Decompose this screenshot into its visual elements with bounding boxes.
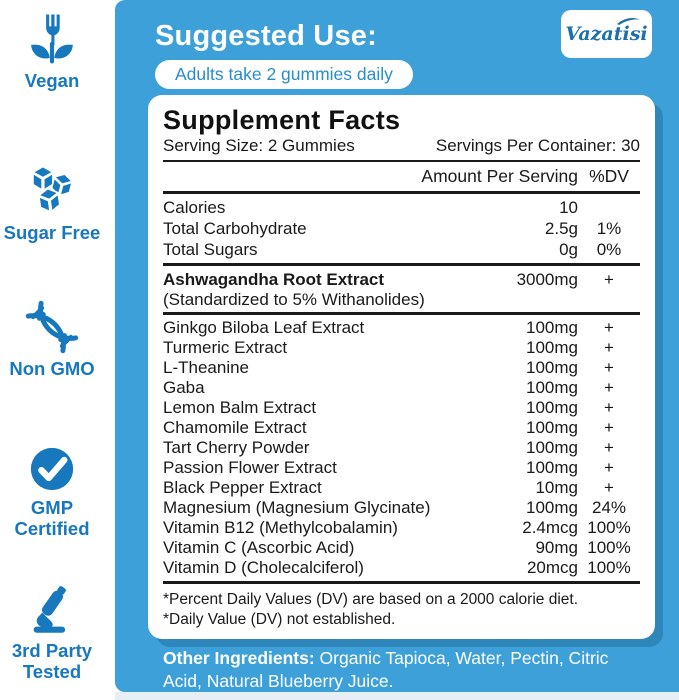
facts-title: Supplement Facts	[163, 105, 401, 135]
table-row	[163, 218, 640, 239]
column-header-row	[163, 164, 640, 188]
row-name: Total Sugars	[163, 240, 258, 259]
separator	[163, 160, 640, 162]
footnote-not-established: *Daily Value (DV) not established.	[163, 610, 396, 628]
table-row	[163, 538, 640, 558]
badge-non-gmo	[0, 298, 104, 379]
row-dv: +	[604, 418, 614, 437]
badge-label-sugar-free: Sugar Free	[3, 222, 101, 243]
table-row	[163, 338, 640, 358]
row-name: Ginkgo Biloba Leaf Extract	[163, 318, 365, 337]
badge-label-vegan: Vegan	[24, 70, 80, 91]
suggested-use-title: Suggested Use:	[155, 20, 377, 52]
table-row	[163, 378, 640, 398]
featured-name-block	[163, 269, 468, 309]
table-row	[163, 318, 640, 338]
row-dv: +	[604, 378, 614, 397]
other-ingredients-label: Other Ingredients:	[163, 648, 315, 668]
row-amount: 100mg	[526, 458, 578, 477]
row-name: Vitamin B12 (Methylcobalamin)	[163, 518, 398, 537]
vegan-icon	[23, 10, 81, 68]
row-amount: 100mg	[526, 498, 578, 517]
nutrient-rows	[163, 197, 640, 260]
badge-label-gmp-certified: GMP Certified	[14, 497, 90, 539]
row-amount: 20mcg	[526, 558, 578, 577]
row-amount: 10mg	[535, 478, 578, 497]
gmp-certified-icon	[26, 443, 78, 495]
badge-label-3rd-party-tested: 3rd Party Tested	[11, 640, 93, 682]
row-name: Vitamin D (Cholecalciferol)	[163, 558, 364, 577]
ingredient-rows	[163, 318, 640, 578]
row-name: Black Pepper Extract	[163, 478, 322, 497]
badge-label-non-gmo: Non GMO	[9, 358, 95, 379]
table-row	[163, 197, 640, 218]
label-panel	[115, 0, 679, 692]
row-amount: 100mg	[526, 378, 578, 397]
badge-vegan	[0, 10, 104, 91]
featured-dv: +	[604, 270, 614, 289]
brand-logo	[561, 10, 652, 58]
row-amount: 100mg	[526, 338, 578, 357]
featured-subtext: (Standardized to 5% Withanolides)	[163, 290, 425, 309]
table-row	[163, 398, 640, 418]
serving-size: Serving Size: 2 Gummies	[163, 136, 355, 155]
row-dv: 100%	[587, 558, 631, 577]
row-dv: 100%	[587, 518, 631, 537]
table-row	[163, 558, 640, 578]
table-row	[163, 498, 640, 518]
row-name: Vitamin C (Ascorbic Acid)	[163, 538, 355, 557]
servings-per-container: Servings Per Container: 30	[435, 136, 640, 155]
row-name: Calories	[163, 198, 226, 217]
row-amount: 100mg	[526, 398, 578, 417]
footnote-dv: *Percent Daily Values (DV) are based on a 2000 calorie diet.	[163, 591, 578, 608]
table-row	[163, 458, 640, 478]
row-dv: 24%	[591, 498, 627, 517]
table-row	[163, 239, 640, 260]
row-amount: 100mg	[526, 318, 578, 337]
row-dv: +	[604, 438, 614, 457]
table-row	[163, 438, 640, 458]
featured-name: Ashwagandha Root Extract	[163, 270, 385, 289]
row-amount: 100mg	[526, 418, 578, 437]
bottom-strip	[115, 692, 679, 700]
row-name: Gaba	[163, 378, 205, 397]
row-dv: 1%	[596, 219, 622, 238]
row-name: Turmeric Extract	[163, 338, 288, 357]
row-name: L-Theanine	[163, 358, 250, 377]
row-name: Magnesium (Magnesium Glycinate)	[163, 498, 431, 517]
row-amount: 100mg	[526, 358, 578, 377]
row-name: Lemon Balm Extract	[163, 398, 317, 417]
separator	[163, 263, 640, 266]
logo-swoosh-icon	[617, 17, 641, 26]
row-amount: 90mg	[535, 538, 578, 557]
row-amount: 100mg	[526, 438, 578, 457]
row-amount: 2.5g	[544, 219, 578, 238]
sugar-free-icon	[23, 162, 81, 220]
brand-logo-text: Vazatisi	[565, 23, 648, 45]
badge-gmp-certified	[0, 443, 104, 539]
table-row	[163, 358, 640, 378]
row-dv: 0%	[596, 240, 622, 259]
suggested-use-pill: Adults take 2 gummies daily	[155, 60, 413, 89]
badge-sugar-free	[0, 162, 104, 243]
row-name: Passion Flower Extract	[163, 458, 337, 477]
microscope-icon	[24, 582, 80, 638]
separator	[163, 191, 640, 194]
footnotes	[163, 587, 640, 629]
row-amount: 10	[559, 198, 578, 217]
separator	[163, 312, 640, 315]
other-ingredients-text: Organic Tapioca, Water, Pectin, Citric Acid, Natural Blueberry Juice.	[163, 648, 609, 691]
table-row	[163, 478, 640, 498]
col-header-dv: %DV	[589, 166, 629, 186]
row-dv: 100%	[587, 538, 631, 557]
table-row	[163, 518, 640, 538]
row-dv: +	[604, 398, 614, 417]
separator	[163, 581, 640, 584]
row-name: Total Carbohydrate	[163, 219, 307, 238]
row-amount: 2.4mcg	[522, 518, 578, 537]
supplement-facts-card	[148, 95, 655, 639]
non-gmo-icon	[23, 298, 81, 356]
col-header-amount: Amount Per Serving	[421, 166, 578, 186]
featured-ingredient-row	[163, 269, 640, 309]
row-amount: 0g	[559, 240, 578, 259]
row-dv: +	[604, 358, 614, 377]
other-ingredients	[163, 647, 645, 692]
badge-3rd-party-tested	[0, 582, 104, 682]
row-name: Chamomile Extract	[163, 418, 307, 437]
serving-row	[163, 135, 640, 158]
row-dv: +	[604, 338, 614, 357]
row-dv: +	[604, 478, 614, 497]
certification-sidebar	[0, 0, 115, 700]
table-row	[163, 418, 640, 438]
row-dv: +	[604, 458, 614, 477]
row-name: Tart Cherry Powder	[163, 438, 310, 457]
featured-amount: 3000mg	[516, 270, 578, 289]
row-dv: +	[604, 318, 614, 337]
row-dv	[578, 197, 640, 218]
